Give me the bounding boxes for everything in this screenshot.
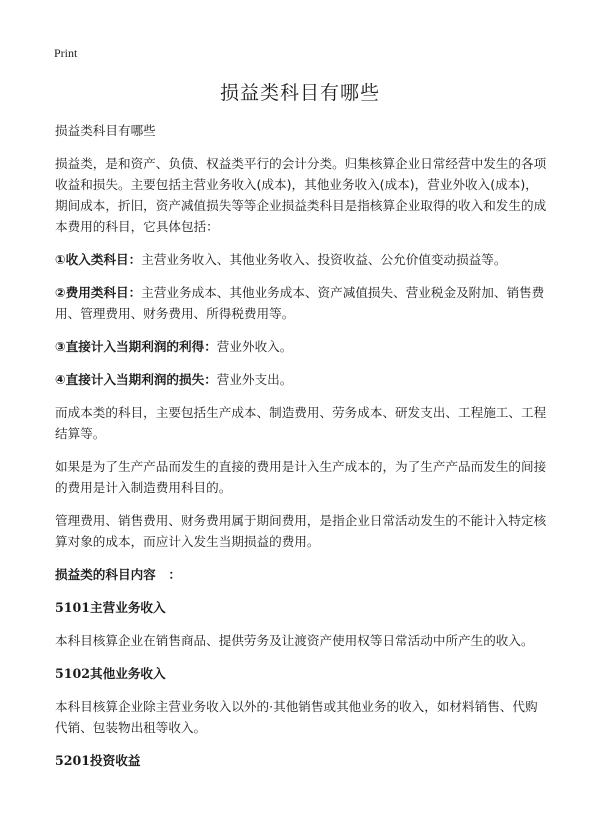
period-expense-paragraph: 管理费用、销售费用、财务费用属于期间费用，是指企业日常活动发生的不能计入特定核算对象的成本，而应计入发生当期损益的费用。 xyxy=(55,513,547,549)
page-title: 损益类科目有哪些 xyxy=(219,82,380,104)
article-subtitle: 损益类科目有哪些 xyxy=(55,123,156,138)
item-label: ④直接计入当期利润的损失： xyxy=(55,372,217,387)
item-text: 营业外支出。 xyxy=(216,372,293,387)
gain-item xyxy=(55,336,549,357)
expense-item xyxy=(55,282,549,324)
direct-cost-paragraph: 如果是为了生产产品而发生的直接的费用是计入生产成本的，为了生产产品而发生的间接的费用是计入制造费用科目的。 xyxy=(55,459,547,495)
account-description: 本科目核算企业除主营业务收入以外的·其他销售或其他业务的收入，如材料销售、代购代销、包装物出租等收入。 xyxy=(55,699,538,735)
account-description: 本科目核算企业在销售商品、提供劳务及让渡资产使用权等日常活动中所产生的收入。 xyxy=(55,633,534,648)
item-text: 主营业务成本、其他业务成本、资产减值损失、营业税金及附加、销售费用、管理费用、财务费用、所得税费用等。 xyxy=(55,285,545,321)
article-body xyxy=(55,120,549,783)
cost-paragraph: 而成本类的科目，主要包括生产成本、制造费用、劳务成本、研发支出、工程施工、工程结算等。 xyxy=(55,405,547,441)
item-label: ③直接计入当期利润的利得： xyxy=(55,339,217,354)
intro-paragraph: 损益类，是和资产、负债、权益类平行的会计分类。归集核算企业日常经营中发生的各项收益和损失。主要包括主营业务收入(成本)，其他业务收入(成本)，营业外收入(成本)，期间成本，折旧，资产减值损失等等企业损益类科目是指核算企业取得的收入和发生的成本费用的科目，它具体包括： xyxy=(55,156,547,234)
item-text: 主营业务收入、其他业务收入、投资收益、公允价值变动损益等。 xyxy=(141,252,507,267)
item-label: ①收入类科目： xyxy=(55,252,142,267)
account-heading: 5201投资收益 xyxy=(55,753,141,768)
section-heading: 损益类的科目内容 ： xyxy=(55,567,181,582)
item-text: 营业外收入。 xyxy=(216,339,293,354)
income-item xyxy=(55,249,549,270)
print-link[interactable]: Print xyxy=(54,46,78,60)
account-heading: 5102其他业务收入 xyxy=(55,666,166,681)
item-label: ②费用类科目： xyxy=(55,285,142,300)
account-heading: 5101主营业务收入 xyxy=(55,600,166,615)
loss-item xyxy=(55,369,549,390)
